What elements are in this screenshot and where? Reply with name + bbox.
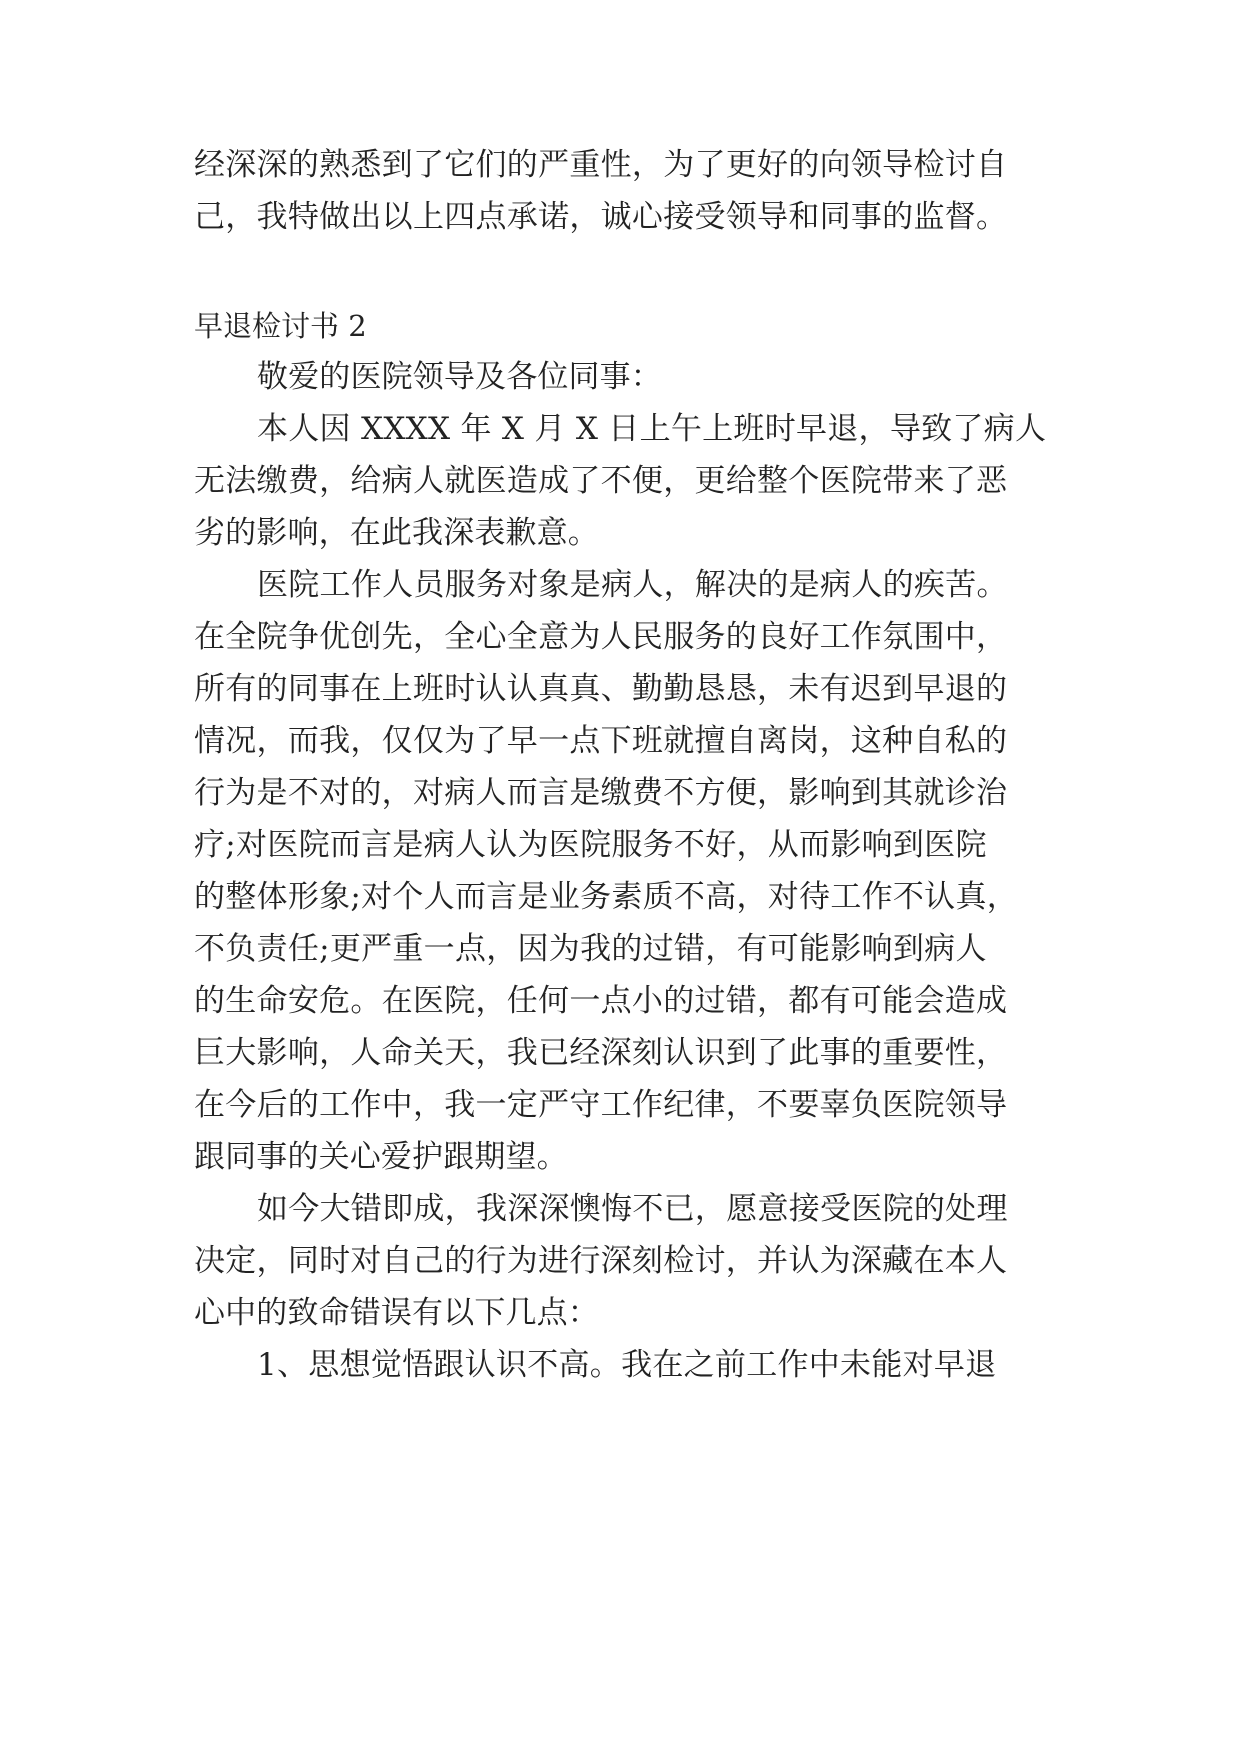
text-line: 本人因 XXXX 年 X 月 X 日上午上班时早退，导致了病人 — [257, 411, 1047, 447]
text-line: 医院工作人员服务对象是病人，解决的是病人的疾苦。 — [257, 567, 1008, 603]
text-line: 所有的同事在上班时认认真真、勤勤恳恳，未有迟到早退的 — [194, 671, 1008, 707]
salutation: 敬爱的医院领导及各位同事： — [257, 359, 662, 395]
text-line: 心中的致命错误有以下几点： — [194, 1295, 599, 1331]
text-line: 无法缴费，给病人就医造成了不便，更给整个医院带来了恶 — [194, 463, 1008, 499]
text-line: 如今大错即成，我深深懊悔不已，愿意接受医院的处理 — [257, 1191, 1008, 1227]
text-line: 行为是不对的，对病人而言是缴费不方便，影响到其就诊治 — [194, 775, 1008, 811]
text-line: 在今后的工作中，我一定严守工作纪律，不要辜负医院领导 — [194, 1087, 1008, 1123]
text-line: 在全院争优创先，全心全意为人民服务的良好工作氛围中， — [194, 619, 1008, 655]
section-heading: 早退检讨书 2 — [194, 309, 367, 343]
text-line: 跟同事的关心爱护跟期望。 — [194, 1139, 568, 1175]
text-line: 的整体形象;对个人而言是业务素质不高，对待工作不认真， — [194, 879, 1019, 915]
text-line: 己，我特做出以上四点承诺，诚心接受领导和同事的监督。 — [194, 199, 1008, 235]
text-line: 情况，而我，仅仅为了早一点下班就擅自离岗，这种自私的 — [194, 723, 1008, 759]
text-line: 的生命安危。在医院，任何一点小的过错，都有可能会造成 — [194, 983, 1008, 1019]
text-line: 决定，同时对自己的行为进行深刻检讨，并认为深藏在本人 — [194, 1243, 1008, 1279]
text-line: 疗;对医院而言是病人认为医院服务不好，从而影响到医院 — [194, 827, 987, 863]
text-line: 劣的影响，在此我深表歉意。 — [194, 515, 599, 551]
list-item: 1、思想觉悟跟认识不高。我在之前工作中未能对早退 — [257, 1347, 997, 1383]
text-line: 经深深的熟悉到了它们的严重性，为了更好的向领导检讨自 — [194, 147, 1008, 183]
text-line: 巨大影响，人命关天，我已经深刻认识到了此事的重要性， — [194, 1035, 1008, 1071]
text-line: 不负责任;更严重一点，因为我的过错，有可能影响到病人 — [194, 931, 987, 967]
